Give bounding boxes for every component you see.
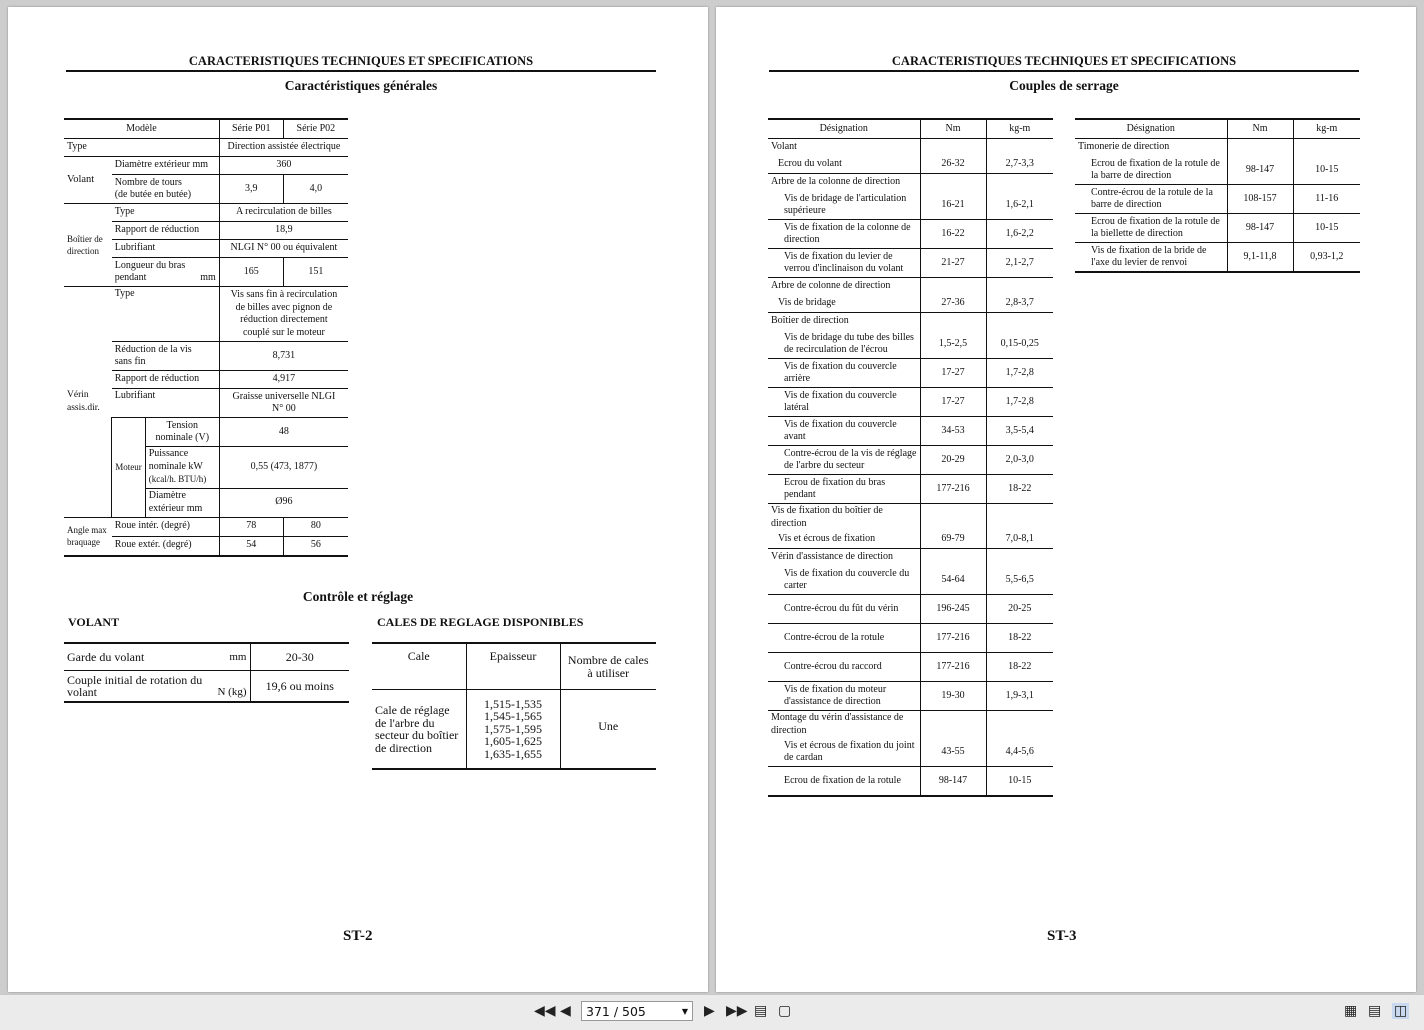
table-row [768, 711, 1053, 739]
puissance-label: Puissance nominale kW (kcal/h. BTU/h) [145, 447, 219, 489]
col-kgm: kg-m [1293, 119, 1360, 139]
diam-label: Diamètre extérieur mm [112, 157, 220, 175]
lubrifiant-label: Lubrifiant [112, 240, 220, 258]
kgm-cell [986, 504, 1053, 532]
designation-cell: Vis de bridage de l'articulation supérieure [768, 191, 920, 220]
garde-label: Garde du volant mm [64, 643, 250, 671]
page-number: ST-2 [343, 928, 373, 944]
table-row [768, 595, 1053, 624]
nm-cell: 177-216 [920, 475, 986, 504]
col-nm: Nm [1227, 119, 1293, 139]
nm-cell: 20-29 [920, 446, 986, 475]
header-rule [769, 70, 1359, 72]
nm-cell: 196-245 [920, 595, 986, 624]
table-row [768, 313, 1053, 331]
table-row [768, 682, 1053, 711]
bras-label: Longueur du bras pendant mm [112, 258, 220, 287]
boitier-label: Boîtier de direction [64, 204, 112, 287]
col-nm: Nm [920, 119, 986, 139]
col-p02: Série P02 [283, 119, 348, 139]
page-header: CARACTERISTIQUES TECHNIQUES ET SPECIFICATIONS [188, 54, 534, 68]
tours-p02: 4,0 [283, 175, 348, 204]
nm-cell: 108-157 [1227, 185, 1293, 214]
table-row [768, 156, 1053, 174]
kgm-cell: 1,6-2,1 [986, 191, 1053, 220]
col-model: Modèle [64, 119, 219, 139]
tension-value: 48 [219, 418, 348, 447]
designation-cell: Vis de fixation de la colonne de direction [768, 220, 920, 249]
table-row [768, 139, 1053, 157]
cale-name: Cale de réglage de l'arbre du secteur du boîtier de direction [372, 690, 466, 770]
table-row [768, 330, 1053, 359]
nm-cell [920, 139, 986, 157]
kgm-cell [1293, 139, 1360, 157]
vlub-value: Graisse universelle NLGI N° 00 [219, 389, 348, 418]
designation-cell: Boîtier de direction [768, 313, 920, 331]
col-epaisseur: Epaisseur [466, 643, 560, 690]
kgm-cell: 1,7-2,8 [986, 359, 1053, 388]
page-number-select[interactable] [581, 1001, 693, 1021]
table-row [768, 359, 1053, 388]
designation-cell: Vérin d'assistance de direction [768, 549, 920, 567]
nm-cell [920, 313, 986, 331]
nm-cell: 177-216 [920, 653, 986, 682]
kgm-cell [986, 549, 1053, 567]
type-label: Type [64, 139, 219, 157]
kgm-cell: 11-16 [1293, 185, 1360, 214]
nm-cell [1227, 139, 1293, 157]
general-specs-table [64, 118, 348, 557]
rapport-label: Rapport de réduction [112, 222, 220, 240]
nm-cell [920, 549, 986, 567]
controle-title: Contrôle et réglage [302, 589, 414, 604]
table-row [1075, 156, 1360, 185]
tours-label: Nombre de tours (de butée en butée) [112, 175, 220, 204]
col-designation: Désignation [1075, 119, 1227, 139]
garde-value: 20-30 [250, 643, 349, 671]
designation-cell: Arbre de la colonne de direction [768, 174, 920, 192]
kgm-cell: 18-22 [986, 475, 1053, 504]
two-page-view-icon[interactable]: ◫ [1394, 1003, 1408, 1019]
kgm-cell: 5,5-6,5 [986, 566, 1053, 595]
kgm-cell: 4,4-5,6 [986, 738, 1053, 767]
type-value: Direction assistée électrique [219, 139, 348, 157]
diam-value: 360 [219, 157, 348, 175]
designation-cell: Contre-écrou de la rotule de la barre de direction [1075, 185, 1227, 214]
designation-cell: Vis de bridage du tube des billes de recirculation de l'écrou [768, 330, 920, 359]
page-right [716, 7, 1416, 992]
vlub-label: Lubrifiant [112, 389, 220, 418]
table-row [1075, 185, 1360, 214]
nm-cell: 69-79 [920, 531, 986, 549]
table-row [768, 624, 1053, 653]
table-row [768, 767, 1053, 797]
designation-cell: Vis de fixation de la bride de l'axe du levier de renvoi [1075, 243, 1227, 273]
kgm-cell: 18-22 [986, 653, 1053, 682]
table-row [1075, 139, 1360, 157]
nm-cell: 27-36 [920, 295, 986, 313]
nm-cell: 16-22 [920, 220, 986, 249]
rext-label: Roue extér. (degré) [112, 536, 220, 556]
table-row [768, 388, 1053, 417]
cale-nombre: Une [560, 690, 656, 770]
designation-cell: Vis et écrous de fixation [768, 531, 920, 549]
table-row [1075, 214, 1360, 243]
designation-cell: Timonerie de direction [1075, 139, 1227, 157]
designation-cell: Vis de bridage [768, 295, 920, 313]
col-kgm: kg-m [986, 119, 1053, 139]
kgm-cell [986, 174, 1053, 192]
table-row [1075, 243, 1360, 273]
torque-table-side [1075, 118, 1360, 273]
rint-label: Roue intér. (degré) [112, 517, 220, 536]
kgm-cell: 10-15 [986, 767, 1053, 797]
designation-cell: Contre-écrou de la rotule [768, 624, 920, 653]
redvis-value: 8,731 [219, 342, 348, 371]
rint-p02: 80 [283, 517, 348, 536]
vrapport-value: 4,917 [219, 371, 348, 389]
col-p01: Série P01 [219, 119, 283, 139]
btype-label: Type [112, 204, 220, 222]
rint-p01: 78 [219, 517, 283, 536]
table-row [768, 446, 1053, 475]
couple-label: Couple initial de rotation du volant N (kg) [64, 671, 250, 703]
header-rule [66, 70, 656, 72]
table-row [768, 504, 1053, 532]
nm-cell [920, 504, 986, 532]
kgm-cell [986, 711, 1053, 739]
table-row [768, 566, 1053, 595]
redvis-label: Réduction de la vis sans fin [112, 342, 220, 371]
designation-cell: Ecrou de fixation du bras pendant [768, 475, 920, 504]
mdiam-label: Diamètre extérieur mm [145, 488, 219, 517]
designation-cell: Contre-écrou du fût du vérin [768, 595, 920, 624]
rext-p02: 56 [283, 536, 348, 556]
designation-cell: Vis de fixation du couvercle avant [768, 417, 920, 446]
nm-cell: 98-147 [920, 767, 986, 797]
nm-cell: 34-53 [920, 417, 986, 446]
bras-p01: 165 [219, 258, 283, 287]
rext-p01: 54 [219, 536, 283, 556]
nm-cell: 17-27 [920, 359, 986, 388]
nm-cell [920, 711, 986, 739]
nm-cell: 26-32 [920, 156, 986, 174]
kgm-cell: 1,6-2,2 [986, 220, 1053, 249]
puissance-value: 0,55 (473, 1877) [219, 447, 348, 489]
designation-cell: Vis de fixation du couvercle arrière [768, 359, 920, 388]
designation-cell: Montage du vérin d'assistance de direction [768, 711, 920, 739]
table-row [768, 220, 1053, 249]
nm-cell [920, 278, 986, 296]
nm-cell: 98-147 [1227, 214, 1293, 243]
page-number: ST-3 [1047, 928, 1077, 944]
table-row [768, 249, 1053, 278]
tours-p01: 3,9 [219, 175, 283, 204]
designation-cell: Ecrou de fixation de la rotule de la biellette de direction [1075, 214, 1227, 243]
nm-cell: 98-147 [1227, 156, 1293, 185]
lubrifiant-value: NLGI N° 00 ou équivalent [219, 240, 348, 258]
viewer-toolbar [0, 994, 1424, 1030]
continuous-view-icon[interactable]: ▤ [1368, 1003, 1382, 1019]
kgm-cell: 3,5-5,4 [986, 417, 1053, 446]
col-designation: Désignation [768, 119, 920, 139]
table-row [768, 278, 1053, 296]
nm-cell: 16-21 [920, 191, 986, 220]
kgm-cell: 10-15 [1293, 156, 1360, 185]
table-row [768, 549, 1053, 567]
kgm-cell [986, 313, 1053, 331]
designation-cell: Vis de fixation du boîtier de direction [768, 504, 920, 532]
designation-cell: Vis de fixation du moteur d'assistance de direction [768, 682, 920, 711]
designation-cell: Arbre de colonne de direction [768, 278, 920, 296]
vtype-value: Vis sans fin à recirculation de billes avec pignon de réduction directement couplé sur le moteur [219, 287, 348, 342]
next-page-icon[interactable]: ▶ [704, 1003, 715, 1019]
tension-label: Tension nominale (V) [145, 418, 219, 447]
table-row [768, 531, 1053, 549]
mdiam-value: Ø96 [219, 488, 348, 517]
table-row [768, 417, 1053, 446]
designation-cell: Ecrou de fixation de la rotule [768, 767, 920, 797]
moteur-label: Moteur [112, 418, 146, 518]
page-header: CARACTERISTIQUES TECHNIQUES ET SPECIFICATIONS [891, 54, 1237, 68]
angle-label: Angle max braquage [64, 517, 112, 556]
fit-page-icon[interactable]: ▤ [754, 1003, 768, 1019]
designation-cell: Vis de fixation du couvercle du carter [768, 566, 920, 595]
table-row [768, 174, 1053, 192]
kgm-cell: 18-22 [986, 624, 1053, 653]
btype-value: A recirculation de billes [219, 204, 348, 222]
nm-cell: 19-30 [920, 682, 986, 711]
volant-label: Volant [64, 157, 112, 204]
col-cale: Cale [372, 643, 466, 690]
nm-cell: 177-216 [920, 624, 986, 653]
cales-title: CALES DE REGLAGE DISPONIBLES [377, 615, 584, 629]
vrapport-label: Rapport de réduction [112, 371, 220, 389]
kgm-cell: 10-15 [1293, 214, 1360, 243]
nm-cell: 17-27 [920, 388, 986, 417]
kgm-cell [986, 139, 1053, 157]
cales-table [372, 642, 656, 770]
prev-page-icon[interactable]: ◀ [560, 1003, 571, 1019]
torque-table-main [768, 118, 1053, 797]
nm-cell: 21-27 [920, 249, 986, 278]
kgm-cell [986, 278, 1053, 296]
kgm-cell: 2,8-3,7 [986, 295, 1053, 313]
designation-cell: Ecrou du volant [768, 156, 920, 174]
kgm-cell: 7,0-8,1 [986, 531, 1053, 549]
single-page-view-icon[interactable]: ▦ [1344, 1003, 1358, 1019]
vtype-label: Type [112, 287, 220, 342]
nm-cell: 54-64 [920, 566, 986, 595]
table-row [768, 738, 1053, 767]
kgm-cell: 1,9-3,1 [986, 682, 1053, 711]
table-row [768, 475, 1053, 504]
couple-value: 19,6 ou moins [250, 671, 349, 703]
nm-cell: 1,5-2,5 [920, 330, 986, 359]
designation-cell: Vis et écrous de fixation du joint de cardan [768, 738, 920, 767]
rapport-value: 18,9 [219, 222, 348, 240]
page-number-value: 371 / 505 [586, 1004, 646, 1019]
nm-cell: 9,1-11,8 [1227, 243, 1293, 273]
volant-title: VOLANT [68, 615, 120, 629]
chevron-down-icon: ▼ [681, 1007, 688, 1016]
fit-width-icon[interactable]: ▢ [778, 1003, 792, 1019]
kgm-cell: 1,7-2,8 [986, 388, 1053, 417]
kgm-cell: 2,0-3,0 [986, 446, 1053, 475]
kgm-cell: 2,1-2,7 [986, 249, 1053, 278]
last-page-icon[interactable]: ▶▶ [726, 1003, 748, 1019]
first-page-icon[interactable]: ◀◀ [534, 1003, 556, 1019]
kgm-cell: 2,7-3,3 [986, 156, 1053, 174]
section-title: Couples de serrage [1009, 78, 1119, 93]
kgm-cell: 20-25 [986, 595, 1053, 624]
page-left [8, 7, 708, 992]
bras-p02: 151 [283, 258, 348, 287]
designation-cell: Vis de fixation du couvercle latéral [768, 388, 920, 417]
designation-cell: Contre-écrou de la vis de réglage de l'arbre du secteur [768, 446, 920, 475]
table-row [768, 295, 1053, 313]
kgm-cell: 0,93-1,2 [1293, 243, 1360, 273]
cale-epaisseur: 1,515-1,535 1,545-1,565 1,575-1,595 1,605-1,625 1,635-1,655 [466, 690, 560, 770]
designation-cell: Ecrou de fixation de la rotule de la barre de direction [1075, 156, 1227, 185]
nm-cell [920, 174, 986, 192]
designation-cell: Contre-écrou du raccord [768, 653, 920, 682]
designation-cell: Vis de fixation du levier de verrou d'inclinaison du volant [768, 249, 920, 278]
volant-table [64, 642, 349, 703]
nm-cell: 43-55 [920, 738, 986, 767]
verin-label: Vérin assis.dir. [64, 287, 112, 518]
section-title: Caractéristiques générales [284, 78, 438, 93]
designation-cell: Volant [768, 139, 920, 157]
table-row [768, 191, 1053, 220]
table-row [768, 653, 1053, 682]
kgm-cell: 0,15-0,25 [986, 330, 1053, 359]
col-nombre: Nombre de cales à utiliser [560, 643, 656, 690]
